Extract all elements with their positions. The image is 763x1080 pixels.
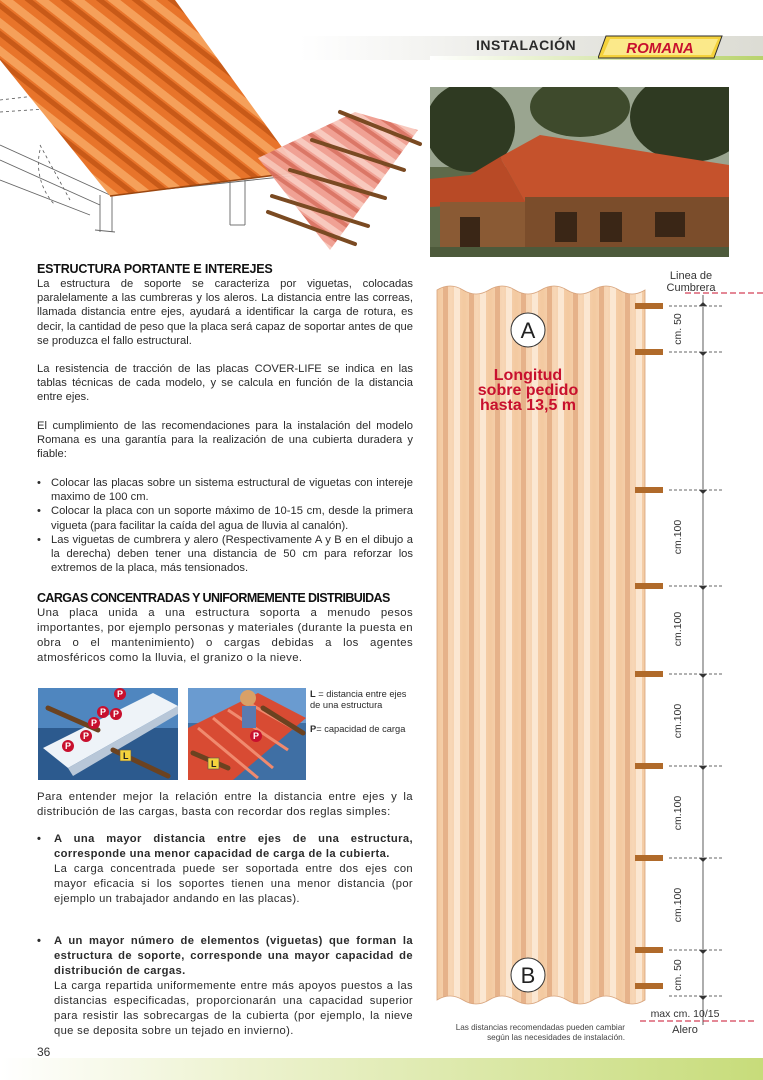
- dim-label: cm.100: [672, 795, 684, 831]
- list-item: • Las viguetas de cumbrera y alero (Respectivamente A y B en el dibujo a la derecha) deben tener una distancia de 50 cm para reforzar los extremos de la placa, más tensionados.: [37, 533, 413, 575]
- house-photo: [430, 87, 729, 257]
- svg-text:L: L: [211, 759, 217, 769]
- svg-text:P: P: [91, 718, 98, 728]
- cargas-title: CARGAS CONCENTRADAS Y UNIFORMEMENTE DISTRIBUIDAS: [37, 591, 390, 605]
- legend-P: P= capacidad de carga: [310, 724, 406, 734]
- max-label: max cm. 10/15: [650, 1008, 720, 1020]
- label-B: B: [520, 963, 536, 988]
- estructura-paragraph-2: La resistencia de tracción de las placas COVER-LIFE se indica en las tablas técnicas de cada modelo, y se calcula en función de la distancia entre ejes.: [37, 363, 413, 404]
- romana-logo: [598, 34, 723, 60]
- list-item: • Colocar la placa con un soporte máximo de 10-15 cm, desde la primera vigueta (para facilitar la caída del agua de lluvia al canalón).: [37, 505, 413, 532]
- dim-label: cm.100: [672, 611, 684, 647]
- svg-text:P: P: [65, 741, 72, 751]
- svg-text:P: P: [253, 731, 260, 741]
- sheet-installation-diagram: [425, 265, 763, 1055]
- estructura-bullet-list: [37, 476, 413, 575]
- footer-bar: [0, 1058, 763, 1080]
- note-1: Las distancias recomendadas pueden cambiar: [455, 1023, 625, 1032]
- rule-2: • A un mayor número de elementos (viguetas) que forman la estructura de soporte, corresponde una mayor capacidad de distribución de cargas. La carga repartida uniformemente entre más apoyos puestos a las distancias especificadas, proporcionarán una capacidad superior para resistir las sobrecargas de la cubierta (por ejemplo, la nieve que se deposita sobre un tejado en invierno).: [37, 935, 413, 1037]
- svg-text:P: P: [117, 689, 124, 699]
- top-label-1: Linea de: [669, 270, 713, 282]
- center-text-1: Longitud: [493, 367, 563, 384]
- snow-load-illustration: [38, 688, 178, 780]
- page-number: 36: [37, 1045, 51, 1059]
- legend-L: L = distancia entre ejes de una estructura: [310, 689, 407, 710]
- estructura-paragraph-3: El cumplimiento de las recomendaciones para la instalación del modelo Romana es una garantía para la realización de una cubierta duradera y fiable:: [37, 420, 413, 461]
- dim-label: cm.100: [672, 887, 684, 923]
- roof-installation-illustration: [0, 0, 425, 262]
- svg-text:P: P: [100, 707, 107, 717]
- note-2: según las necesidades de instalación.: [487, 1033, 625, 1042]
- cargas-paragraph-1: Una placa unida a una estructura soporta a menudo pesos importantes, por ejemplo personas y materiales (durante la puesta en obra o el mantenimiento) o cargas debidas a los agentes atmosféricos como la lluvia, el granizo o la nieve.: [37, 607, 413, 664]
- logo-text: ROMANA: [626, 40, 694, 57]
- center-text-3: hasta 13,5 m: [479, 397, 577, 414]
- estructura-paragraph-1: La estructura de soporte se caracteriza por viguetas, colocadas paralelamente a las cumbreras y los aleros. La distancia entre las correas, llamada distancia entre ejes, ayudará a identificar la carga de rotura, es decir, la cantidad de peso que la placa será capaz de soportar antes de que se produzca el fallo estructural.: [37, 278, 413, 347]
- dim-label: cm.100: [672, 519, 684, 555]
- svg-text:P: P: [83, 731, 90, 741]
- cargas-intro: Para entender mejor la relación entre la distancia entre ejes y la distribución de las cargas, basta con recordar dos reglas simples:: [37, 791, 413, 818]
- section-title: INSTALACIÓN: [476, 37, 577, 53]
- worker-load-illustration: [188, 688, 306, 780]
- label-A: A: [520, 318, 536, 343]
- svg-text:L: L: [123, 751, 129, 761]
- rule-1: • A una mayor distancia entre ejes de una estructura, corresponde una menor capacidad de carga de la cubierta. La carga concentrada puede ser soportada entre dos ejes con mayor eficacia si los soportes tienen una menor distancia (por ejemplo un trabajador andando en las placas).: [37, 833, 413, 905]
- list-item: • Colocar las placas sobre un sistema estructural de viguetas con intereje maximo de 100 cm.: [37, 477, 413, 504]
- dim-label: cm.100: [672, 703, 684, 739]
- top-label-2: Cumbrera: [666, 282, 716, 294]
- bottom-label: Alero: [672, 1024, 698, 1036]
- dim-label: cm. 50: [672, 313, 684, 345]
- estructura-title: ESTRUCTURA PORTANTE E INTEREJES: [37, 262, 273, 276]
- dim-label: cm. 50: [672, 959, 684, 991]
- center-text-2: sobre pedido: [477, 382, 579, 399]
- svg-text:P: P: [113, 709, 120, 719]
